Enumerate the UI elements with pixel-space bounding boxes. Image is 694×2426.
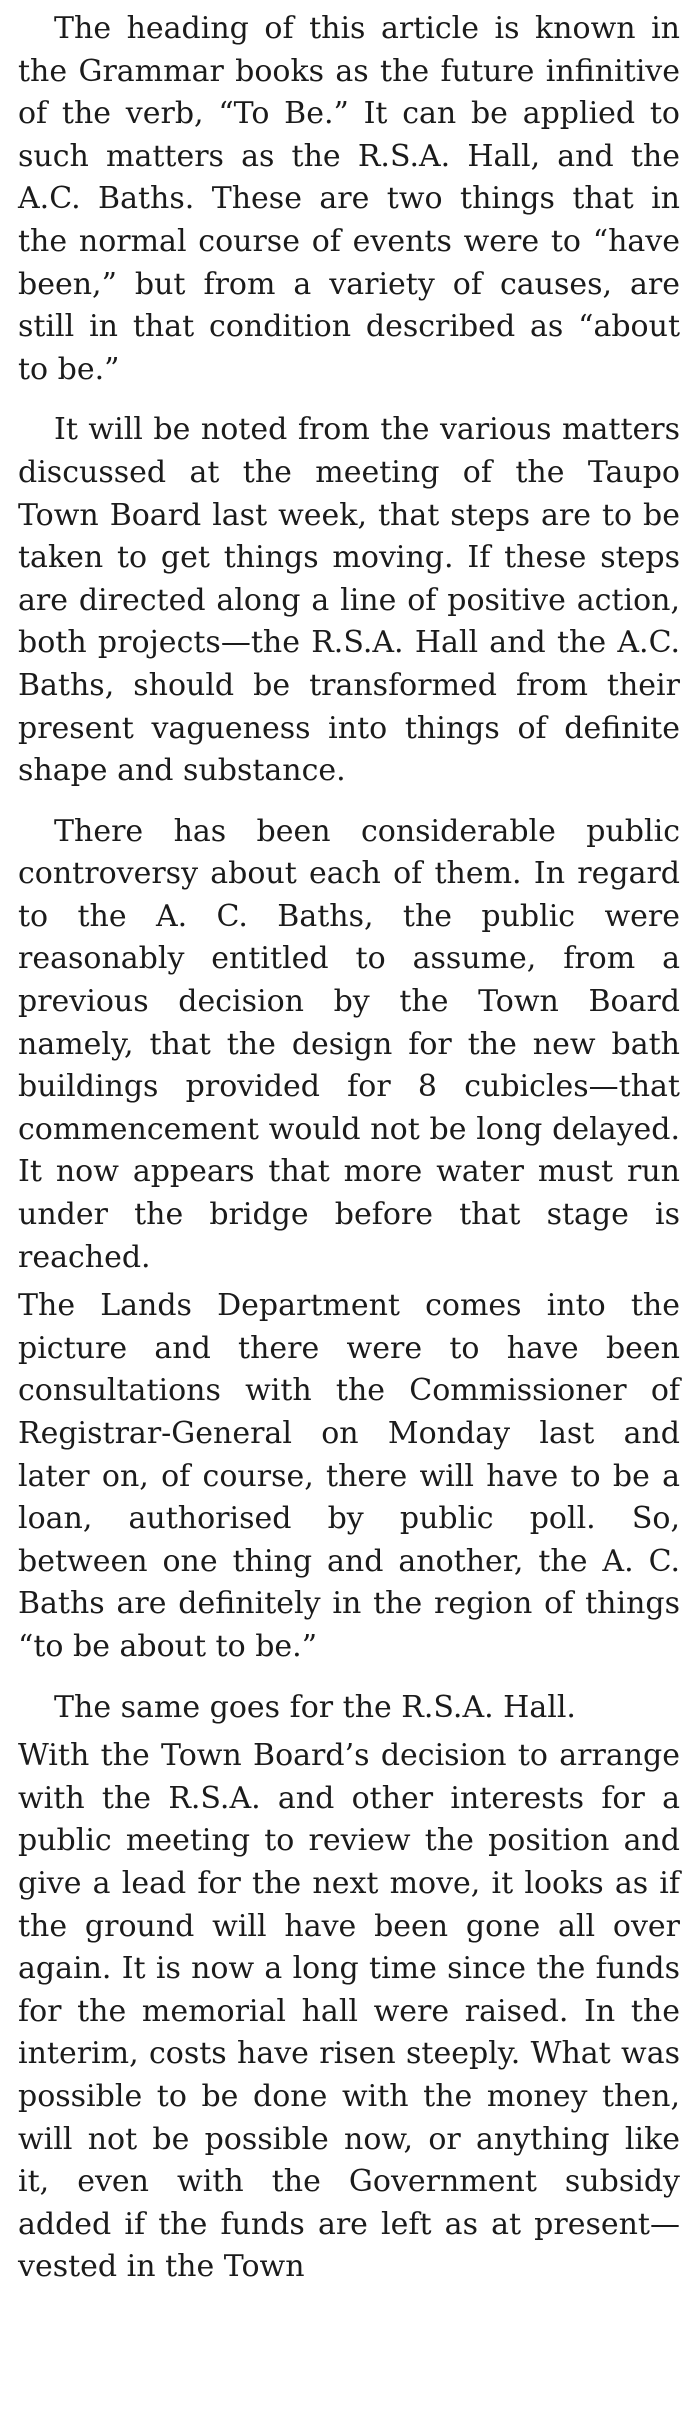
paragraph-3: There has been considerable public controversy about each of them. In regard to the A. C. Baths, the public were reasonably entitled to assume, from a previous decision by the Town Board namely, that the design for the new bath buildings provided for 8 cubicles—that commencement would not be long delayed. It now appears that more water must run under the bridge before that stage is reached. [18, 813, 680, 1275]
paragraph-2: It will be noted from the various matters discussed at the meeting of the Taupo Town Board last week, that steps are to be taken to get things moving. If these steps are directed along a line of positive action, both projects—the R.S.A. Hall and the A.C. Baths, should be transformed from their present vagueness into things of definite shape and substance. [18, 412, 680, 789]
paragraph-5: The same goes for the R.S.A. Hall. [54, 1689, 576, 1725]
paragraph-1: The heading of this article is known in the Grammar books as the future infinitive of the verb, “To Be.” It can be applied to such matters as the R.S.A. Hall, and the A.C. Baths. These are two things that in the normal course of events were to “have been,” but from a variety of causes, are still in that condition described as “about to be.” [18, 11, 680, 387]
paragraph-4: The Lands Department comes into the picture and there were to have been consultations with the Commissioner of Registrar-General on Monday last and later on, of course, there will have to be a loan, authorised by public poll. So, between one thing and another, the A. C. Baths are definitely in the region of things “to be about to be.” [18, 1288, 680, 1664]
paragraph-6: With the Town Board’s decision to arrange with the R.S.A. and other interests for a public meeting to review the position and give a lead for the next move, it looks as if the ground will have been gone all over again. It is now a long time since the funds for the memorial hall were raised. In the interim, costs have risen steeply. What was possible to be done with the money then, will not be possible now, or anything like it, even with the Government subsidy added if the funds are left as at present—vested in the Town [18, 1738, 680, 2285]
